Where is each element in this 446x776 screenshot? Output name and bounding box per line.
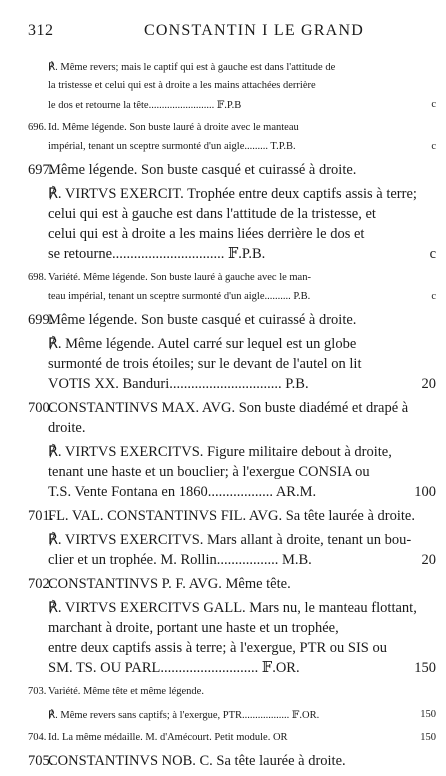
- entry-number: 700.: [28, 400, 54, 416]
- entry-line: [0, 463, 446, 483]
- catalog-entry: [0, 575, 446, 595]
- rarity-value: 100: [414, 484, 436, 500]
- entry-text: CONSTANTINVS NOB. C. Sa tête laurée à droite.: [48, 753, 346, 769]
- entry-number: 704.: [28, 732, 47, 743]
- entry-line: [0, 531, 446, 551]
- entry-line: [0, 619, 446, 639]
- catalog-entry: [0, 119, 446, 157]
- entry-line: [0, 575, 446, 595]
- entry-text: VOTIS XX. Banduri............................... P.B.: [48, 376, 309, 392]
- entry-text: ℟. VIRTVS EXERCITVS GALL. Mars nu, le manteau flottant,: [48, 600, 417, 616]
- entry-text: Variété. Même légende. Son buste lauré à gauche avec le man-: [48, 272, 311, 283]
- entry-line: [0, 399, 446, 419]
- entry-line: [0, 375, 446, 395]
- entry-text: impérial, tenant un sceptre surmonté d'un aigle......... T.P.B.: [48, 141, 296, 152]
- entry-text: SM. TS. OU PARL........................... 𝔽.OR.: [48, 660, 300, 676]
- catalog-entry: [0, 729, 446, 748]
- rarity-value: 20: [421, 376, 436, 392]
- entry-line: [0, 419, 446, 439]
- entry-line: [0, 138, 446, 157]
- entry-number: 703.: [28, 686, 47, 697]
- entry-line: [0, 269, 446, 288]
- page-header: [28, 22, 420, 44]
- catalog-entry: [0, 185, 446, 265]
- entry-line: [0, 599, 446, 619]
- entry-line: [0, 659, 446, 679]
- entry-number: 697.: [28, 162, 54, 178]
- entry-line: [0, 335, 446, 355]
- catalog-entry: [0, 335, 446, 395]
- entry-line: [0, 225, 446, 245]
- entry-text: clier et un trophée. M. Rollin................. M.B.: [48, 552, 312, 568]
- entry-line: [0, 706, 446, 725]
- rarity-value: 150: [420, 732, 436, 743]
- entry-number: 702.: [28, 576, 54, 592]
- catalog-entry: [0, 683, 446, 702]
- entry-text: se retourne............................... 𝔽.P.B.: [48, 246, 266, 262]
- rarity-value: c: [429, 246, 436, 262]
- entry-text: ℟. Même revers; mais le captif qui est à gauche est dans l'attitude de: [48, 62, 336, 73]
- entry-text: ℟. VIRTVS EXERCIT. Trophée entre deux captifs assis à terre;: [48, 186, 417, 202]
- entry-line: [0, 205, 446, 225]
- entry-line: [0, 288, 446, 307]
- entry-line: [0, 729, 446, 748]
- entry-line: [0, 311, 446, 331]
- entry-text: le dos et retourne la tête......................... 𝔽.P.B: [48, 100, 242, 111]
- catalog-entry: [0, 706, 446, 725]
- catalog-entry: [0, 399, 446, 439]
- entry-number: 696.: [28, 122, 47, 133]
- rarity-value: c: [431, 141, 436, 152]
- entry-number: 701.: [28, 508, 54, 524]
- entry-text: la tristesse et celui qui est à droite a les mains attachées derrière: [48, 80, 316, 91]
- entry-line: [0, 58, 446, 77]
- entry-text: ℟. Même légende. Autel carré sur lequel est un globe: [48, 336, 357, 352]
- entry-text: droite.: [48, 420, 86, 436]
- entry-line: [0, 639, 446, 659]
- entry-text: marchant à droite, portant une haste et un trophée,: [48, 620, 339, 636]
- entry-text: surmonté de trois étoiles; sur le devant de l'autel on lit: [48, 356, 362, 372]
- catalog-entry: [0, 443, 446, 503]
- entry-line: [0, 683, 446, 702]
- entry-line: [0, 245, 446, 265]
- entry-text: celui qui est à gauche est dans l'attitude de la tristesse, et: [48, 206, 376, 222]
- entry-line: [0, 752, 446, 772]
- entry-line: [0, 96, 446, 115]
- entry-line: [0, 483, 446, 503]
- entry-text: ℟. Même revers sans captifs; à l'exergue, PTR.................. 𝔽.OR.: [48, 710, 320, 721]
- rarity-value: c: [431, 99, 436, 110]
- rarity-value: 20: [421, 552, 436, 568]
- entry-text: ℟. VIRTVS EXERCITVS. Mars allant à droite, tenant un bou-: [48, 532, 412, 548]
- catalog-entry: [0, 311, 446, 331]
- entry-line: [0, 443, 446, 463]
- entry-text: Id. Même légende. Son buste lauré à droite avec le manteau: [48, 122, 299, 133]
- catalog-entry: [0, 58, 446, 115]
- entry-text: CONSTANTINVS P. F. AVG. Même tête.: [48, 576, 291, 592]
- running-title: CONSTANTIN I LE GRAND: [144, 22, 364, 39]
- rarity-value: 150: [420, 709, 436, 720]
- entry-line: [0, 355, 446, 375]
- entry-text: Variété. Même tête et même légende.: [48, 686, 204, 697]
- entry-text: celui qui est à droite a les mains liées derrière le dos et: [48, 226, 365, 242]
- entry-text: CONSTANTINVS MAX. AVG. Son buste diadémé et drapé à: [48, 400, 409, 416]
- catalog-entry: [0, 752, 446, 772]
- entry-text: Id. La même médaille. M. d'Amécourt. Petit module. OR: [48, 732, 288, 743]
- catalog-entry: [0, 269, 446, 307]
- entry-number: 698.: [28, 272, 47, 283]
- entry-number: 699.: [28, 312, 54, 328]
- catalog-entry: [0, 507, 446, 527]
- entry-line: [0, 551, 446, 571]
- entry-line: [0, 185, 446, 205]
- entry-text: T.S. Vente Fontana en 1860.................. AR.M.: [48, 484, 317, 500]
- entry-line: [0, 119, 446, 138]
- entry-text: Même légende. Son buste casqué et cuirassé à droite.: [48, 312, 357, 328]
- entry-text: teau impérial, tenant un sceptre surmonté d'un aigle.......... P.B.: [48, 291, 311, 302]
- catalog-entry: [0, 161, 446, 181]
- entry-text: ℟. VIRTVS EXERCITVS. Figure militaire debout à droite,: [48, 444, 392, 460]
- entry-number: 705.: [28, 753, 54, 769]
- entry-text: tenant une haste et un bouclier; à l'exergue CONSIA ou: [48, 464, 370, 480]
- catalog-entries: [0, 58, 446, 776]
- catalog-entry: [0, 531, 446, 571]
- entry-text: Même légende. Son buste casqué et cuirassé à droite.: [48, 162, 357, 178]
- entry-text: entre deux captifs assis à terre; à l'exergue, PTR ou SIS ou: [48, 640, 387, 656]
- catalog-entry: [0, 599, 446, 679]
- page-number: 312: [28, 22, 54, 39]
- entry-line: [0, 161, 446, 181]
- rarity-value: 150: [414, 660, 436, 676]
- entry-line: [0, 77, 446, 96]
- entry-text: FL. VAL. CONSTANTINVS FIL. AVG. Sa tête laurée à droite.: [48, 508, 415, 524]
- rarity-value: c: [431, 291, 436, 302]
- entry-line: [0, 507, 446, 527]
